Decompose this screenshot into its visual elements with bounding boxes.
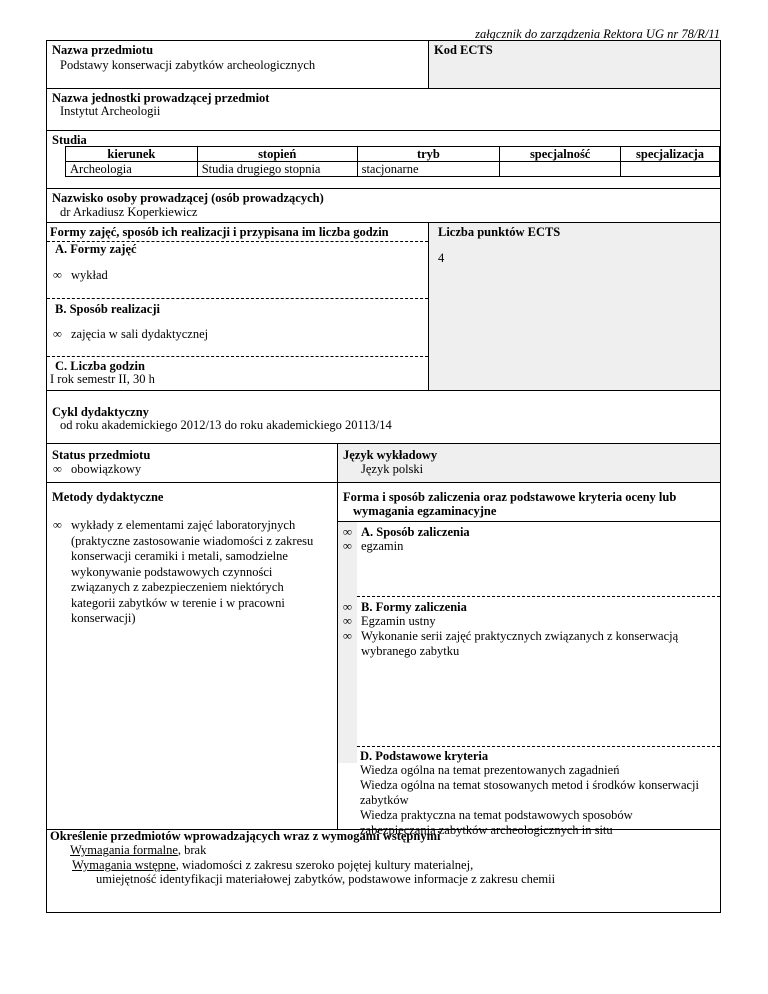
forms-row	[46, 222, 721, 391]
assessment-label-1: Forma i sposób zaliczenia oraz podstawowe kryteria oceny lub	[343, 490, 677, 504]
forms-c-label: C. Liczba godzin	[55, 359, 145, 373]
studies-value-tryb: stacjonarne	[357, 162, 500, 177]
assessment-a-label: ∞ A. Sposób zaliczenia	[343, 525, 470, 539]
prereq-label: Określenie przedmiotów wprowadzających wraz z wymogami wstępnymi	[50, 829, 441, 843]
prereq-formal	[70, 843, 206, 858]
assessment-label-2: wymagania egzaminacyjne	[353, 504, 497, 518]
forms-a-item: ∞ wykład	[53, 268, 108, 282]
assessment-a-item: ∞ egzamin	[343, 539, 404, 553]
studies-header-stopien: stopień	[197, 147, 357, 162]
language-label: Język wykładowy	[343, 448, 438, 462]
course-name: Podstawy konserwacji zabytków archeologicznych	[60, 58, 316, 72]
studies-header-kierunek: kierunek	[66, 147, 198, 162]
methods-label: Metody dydaktyczne	[52, 490, 164, 504]
studies-label: Studia	[52, 133, 87, 147]
studies-value-row	[66, 162, 720, 177]
assessment-d-line-2: Wiedza ogólna na temat stosowanych metod i środków konserwacji zabytków	[360, 778, 699, 807]
studies-header-tryb: tryb	[357, 147, 500, 162]
bullet-icon: ∞	[53, 518, 62, 532]
prereq-entry-value: , wiadomości z zakresu szeroko pojętej kultury materialnej,	[175, 858, 474, 872]
cycle-label: Cykl dydaktyczny	[52, 405, 149, 419]
studies-header-specjalizacja: specjalizacja	[621, 147, 720, 162]
studies-header-row	[66, 147, 720, 162]
prereq-entry-line-2: umiejętność identyfikacji materiałowej zabytków, podstawowe informacje z zakresu chemii	[96, 872, 556, 886]
unit-name: Instytut Archeologii	[60, 104, 161, 118]
assessment-d-line-3: Wiedza praktyczna na temat podstawowych sposobów zabezpieczania zabytków archeologicznych in situ	[360, 808, 633, 837]
cycle-value: od roku akademickiego 2012/13 do roku akademickiego 20113/14	[60, 418, 392, 432]
prereq-entry-label: Wymagania wstępne	[72, 858, 176, 872]
bullet-icon: ∞	[53, 462, 62, 476]
assessment-b-item-1: ∞ Egzamin ustny	[343, 614, 436, 628]
studies-row	[46, 130, 721, 189]
prereq-row	[46, 829, 721, 913]
course-label: Nazwa przedmiotu	[52, 43, 154, 57]
status-label: Status przedmiotu	[52, 448, 151, 462]
studies-value-stopien: Studia drugiego stopnia	[197, 162, 357, 177]
ects-points-value: 4	[438, 251, 445, 265]
ects-points-label: Liczba punktów ECTS	[438, 225, 561, 239]
studies-value-specjalizacja	[621, 162, 720, 177]
lecturer-name: dr Arkadiusz Koperkiewicz	[60, 205, 198, 219]
course-row	[46, 40, 721, 89]
unit-row	[46, 88, 721, 131]
methods-item: wykłady z elementami zajęć laboratoryjnych (praktyczne zastosowanie wiadomości z zakresu konserwacji ceramiki i metali, samodzielne wykonywanie podstawowych czynności związanych z zabezpieczeniem niektórych kategorii zabytków w terenie i w pracowni konserwacji)	[71, 518, 314, 625]
assessment-d-line-1: Wiedza ogólna na temat prezentowanych zagadnień	[360, 763, 620, 777]
ects-code-label: Kod ECTS	[434, 43, 493, 57]
assessment-d-label: D. Podstawowe kryteria	[360, 749, 489, 763]
bullet-icon: ∞	[53, 268, 62, 282]
forms-label: Formy zajęć, sposób ich realizacji i przypisana im liczba godzin	[50, 225, 389, 239]
status-value: ∞ obowiązkowy	[53, 462, 142, 476]
status-row	[46, 443, 721, 483]
forms-b-item: ∞ zajęcia w sali dydaktycznej	[53, 327, 209, 341]
studies-value-specjalnosc	[500, 162, 621, 177]
unit-label: Nazwa jednostki prowadzącej przedmiot	[52, 91, 270, 105]
ects-points-cell	[428, 223, 720, 390]
bullet-icon: ∞	[343, 629, 352, 643]
bullet-icon: ∞	[343, 614, 352, 628]
studies-header-specjalnosc: specjalność	[500, 147, 621, 162]
bullet-icon: ∞	[53, 327, 62, 341]
prereq-entry	[72, 858, 473, 873]
forms-c-value: I rok semestr II, 30 h	[50, 372, 155, 386]
studies-table	[65, 146, 720, 177]
language-value: Język polski	[361, 462, 424, 476]
bullet-icon: ∞	[343, 539, 352, 553]
lecturer-label: Nazwisko osoby prowadzącej (osób prowadzących)	[52, 191, 324, 205]
assessment-b-item-2: Wykonanie serii zajęć praktycznych związanych z konserwacją wybranego zabytku	[361, 629, 679, 658]
assessment-b-label: ∞ B. Formy zaliczenia	[343, 600, 467, 614]
prereq-formal-label: Wymagania formalne	[70, 843, 178, 857]
bullet-icon: ∞	[343, 525, 352, 539]
bullet-icon: ∞	[343, 600, 352, 614]
lecturer-row	[46, 188, 721, 223]
language-cell	[337, 444, 720, 482]
forms-a-label: A. Formy zajęć	[55, 242, 137, 256]
ects-code-cell	[428, 41, 720, 88]
forms-b-label: B. Sposób realizacji	[55, 302, 160, 316]
header-note: załącznik do zarządzenia Rektora UG nr 78/R/11	[475, 27, 720, 41]
prereq-formal-value: , brak	[177, 843, 207, 857]
studies-value-kierunek: Archeologia	[66, 162, 198, 177]
cycle-row	[46, 390, 721, 444]
